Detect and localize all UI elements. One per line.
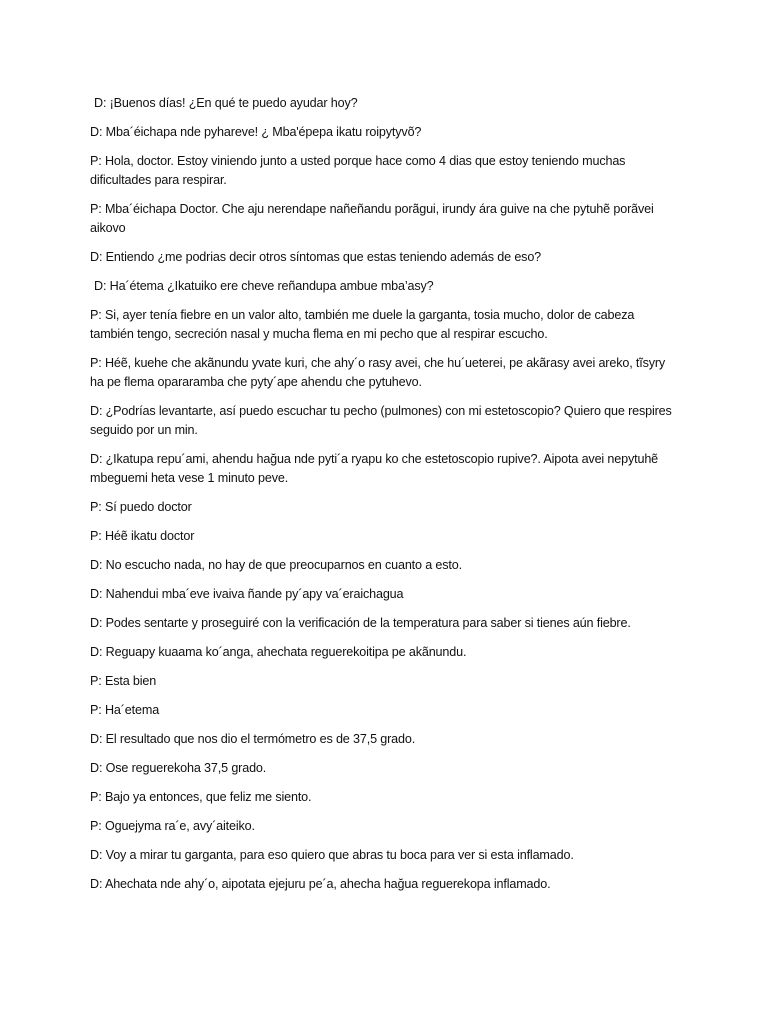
dialogue-line-15: D: Podes sentarte y proseguiré con la verificación de la temperatura para saber si tienes aún fiebre. [90,616,631,630]
dialogue-line-10: D: ¿Ikatupa repu´ami, ahendu hağua nde pyti´a ryapu ko che estetoscopio rupive?. Aipota avei nepytuhẽ mbeguemi heta vese 1 minuto peve. [90,452,659,485]
dialogue-line-6: D: Ha´étema ¿Ikatuiko ere cheve reñandupa ambue mba’asy? [94,279,434,293]
dialogue-line-4: P: Mba´éichapa Doctor. Che aju nerendape nañeñandu porãgui, irundy ára guive na che pytuhẽ porãvei aikovo [90,202,654,235]
dialogue-line-14: D: Nahendui mba´eve ivaiva ñande py´apy va´eraichagua [90,587,404,601]
dialogue-line-11: P: Sí puedo doctor [90,500,192,514]
dialogue-text [90,94,680,904]
dialogue-line-2: D: Mba´éichapa nde pyhareve! ¿ Mba'épepa ikatu roipytyvõ? [90,125,422,139]
dialogue-line-3: P: Hola, doctor. Estoy viniendo junto a usted porque hace como 4 dias que estoy teniendo muchas dificultades para respirar. [90,154,626,187]
dialogue-line-18: P: Ha´etema [90,703,160,717]
dialogue-line-13: D: No escucho nada, no hay de que preocuparnos en cuanto a esto. [90,558,462,572]
dialogue-line-1: D: ¡Buenos días! ¿En qué te puedo ayudar hoy? [94,96,358,110]
dialogue-line-24: D: Ahechata nde ahy´o, aipotata ejejuru pe´a, ahecha hağua reguerekopa inflamado. [90,877,551,891]
dialogue-line-9: D: ¿Podrías levantarte, así puedo escuchar tu pecho (pulmones) con mi estetoscopio? Quiero que respires seguido por un min. [90,404,672,437]
dialogue-line-17: P: Esta bien [90,674,157,688]
dialogue-line-12: P: Héẽ ikatu doctor [90,529,195,543]
dialogue-line-8: P: Héẽ, kuehe che akãnundu yvate kuri, che ahy´o rasy avei, che hu´ueterei, pe akãrasy avei areko, tĩsyry ha pe flema opararamba che pyty´ape ahendu che pytuhevo. [90,356,666,389]
dialogue-line-23: D: Voy a mirar tu garganta, para eso quiero que abras tu boca para ver si esta inflamado. [90,848,574,862]
dialogue-line-20: D: Ose reguerekoha 37,5 grado. [90,761,267,775]
dialogue-line-5: D: Entiendo ¿me podrias decir otros síntomas que estas teniendo además de eso? [90,250,542,264]
dialogue-line-21: P: Bajo ya entonces, que feliz me siento. [90,790,312,804]
dialogue-line-22: P: Oguejyma ra´e, avy´aiteiko. [90,819,255,833]
dialogue-line-7: P: Si, ayer tenía fiebre en un valor alto, también me duele la garganta, tosia mucho, dolor de cabeza también tengo, secreción nasal y mucha flema en mi pecho que al respirar escucho. [90,308,635,341]
dialogue-line-16: D: Reguapy kuaama ko´anga, ahechata reguerekoitipa pe akãnundu. [90,645,467,659]
dialogue-line-19: D: El resultado que nos dio el termómetro es de 37,5 grado. [90,732,416,746]
